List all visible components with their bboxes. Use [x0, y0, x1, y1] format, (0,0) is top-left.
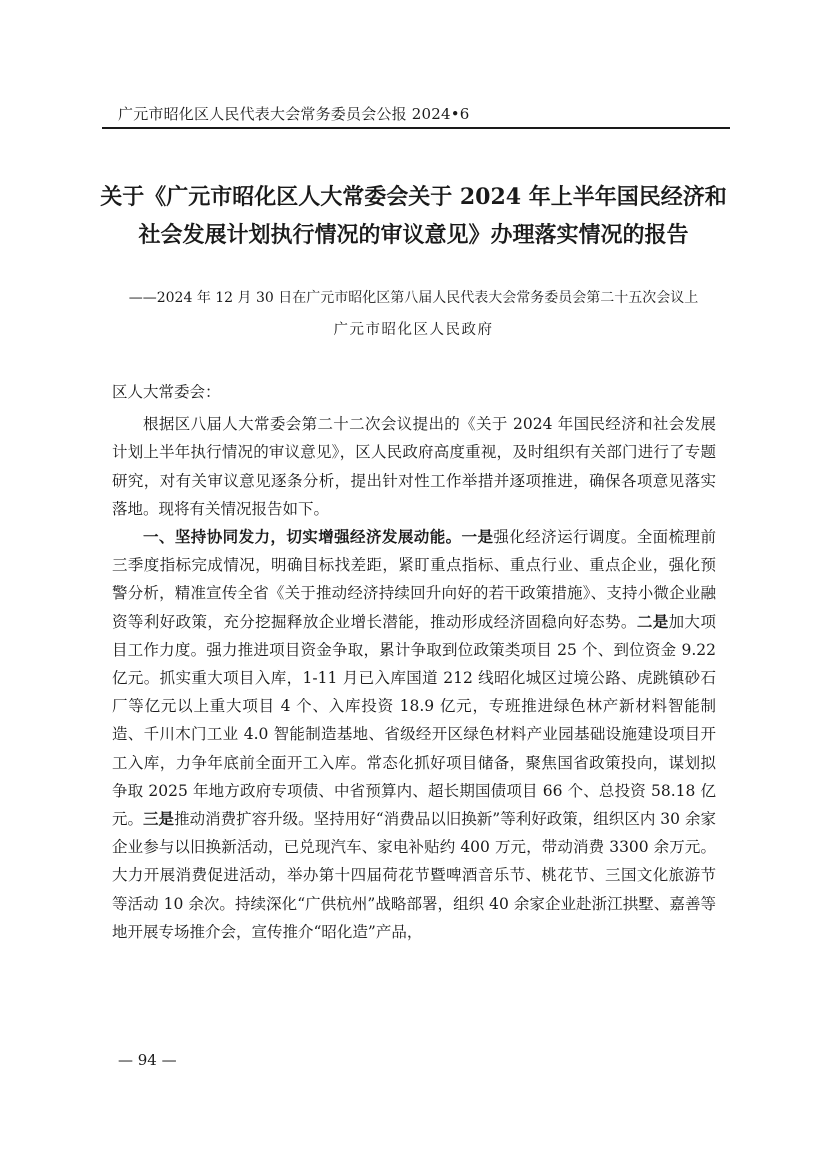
- document-title-line-2: 社会发展计划执行情况的审议意见》办理落实情况的报告: [138, 222, 689, 248]
- item-2-text: 加大项目工作力度。强力推进项目资金争取，累计争取到位政策类项目 25 个、到位资金 9.22 亿元。抓实重大项目入库，1-11 月已入库国道 212 线昭化城区过境公路、虎跳镇砂石厂等亿元以上重大项目 4 个、入库投资 18.9 亿元，专班推进绿色林产新材料智能制造、千川木门工业 4.0 智能制造基地、省级经开区绿色材料产业园基础设施建设项目开工入库，力争年底前全面开工入库。常态化抓好项目储备，聚焦国省政策投向，谋划拟争取 2025 年地方政府专项债、中省预算内、超长期国债项目 66 个、总投资 58.18 亿元。: [112, 612, 716, 829]
- item-3-label: 三是: [143, 809, 175, 829]
- item-3-text: 推动消费扩容升级。坚持用好“消费品以旧换新”等利好政策，组织区内 30 余家企业参与以旧换新活动，已兑现汽车、家电补贴约 400 万元，带动消费 3300 余万元。大力开展消费促进活动，举办第十四届荷花节暨啤酒音乐节、桃花节、三国文化旅游节等活动 10 余次。持续深化“广供杭州”战略部署，组织 40 余家企业赴浙江拱墅、嘉善等地开展专场推介会，宣传推介“昭化造”产品，: [112, 810, 716, 941]
- section-1-heading: 一、坚持协同发力，切实增强经济发展动能。: [143, 527, 462, 547]
- document-title-line-1: 关于《广元市昭化区人大常委会关于 2024 年上半年国民经济和: [100, 184, 727, 210]
- document-author: 广元市昭化区人民政府: [333, 322, 494, 338]
- document-body: [112, 378, 716, 946]
- document-subtitle: ——2024 年 12 月 30 日在广元市昭化区第八届人民代表大会常务委员会第二十五次会议上: [128, 290, 699, 306]
- header-divider: [102, 127, 730, 129]
- document-title: [100, 178, 727, 254]
- item-1-text: 强化经济运行调度。全面梳理前三季度指标完成情况，明确目标找差距，紧盯重点指标、重点行业、重点企业，强化预警分析，精准宣传全省《关于推动经济持续回升向好的若干政策措施》、支持小微企业融资等利好政策，充分挖掘释放企业增长潜能，推动形成经济固稳向好态势。: [112, 528, 716, 631]
- item-1-label: 一是: [461, 527, 494, 547]
- page-number: — 94 —: [118, 1051, 177, 1069]
- item-2-label: 二是: [636, 611, 669, 631]
- running-header: 广元市昭化区人民代表大会常务委员会公报 2024•6: [118, 105, 470, 123]
- paragraph-intro: 根据区八届人大常委会第二十二次会议提出的《关于 2024 年国民经济和社会发展计划上半年执行情况的审议意见》，区人民政府高度重视，及时组织有关部门进行了专题研究，对有关审议意见逐条分析，提出针对性工作举措并逐项推进，确保各项意见落实落地。现将有关情况报告如下。: [112, 415, 716, 518]
- paragraph-section-1: [112, 523, 716, 946]
- salutation: 区人大常委会：: [112, 383, 221, 401]
